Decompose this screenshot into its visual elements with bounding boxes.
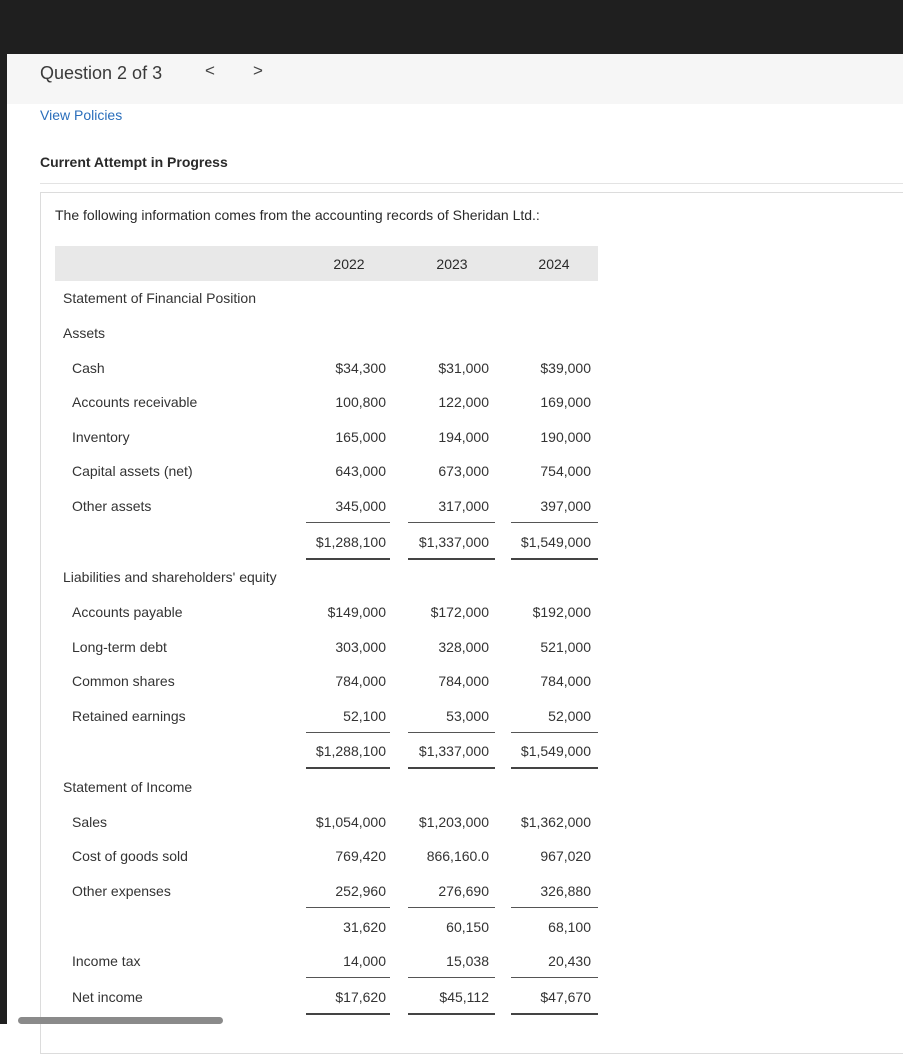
total-value: $1,549,000 — [520, 534, 591, 550]
cell-value: $31,000 — [438, 360, 489, 376]
cell-value: 521,000 — [540, 639, 591, 655]
cell-value: 784,000 — [438, 673, 489, 689]
previous-question-button[interactable]: < — [205, 61, 215, 80]
cell-value: 100,800 — [335, 394, 386, 410]
year-header: 2023 — [436, 256, 468, 272]
subtotal-rule — [511, 522, 598, 523]
section-heading: Liabilities and shareholders' equity — [63, 569, 277, 585]
cell-value: $1,054,000 — [315, 814, 386, 830]
row-label: Cash — [72, 360, 105, 376]
cell-value: 252,960 — [335, 883, 386, 899]
cell-value: 328,000 — [438, 639, 489, 655]
total-rule — [408, 558, 495, 560]
section-heading: Statement of Financial Position — [63, 290, 256, 306]
subtotal-rule — [511, 732, 598, 733]
row-label: Common shares — [72, 673, 175, 689]
total-rule — [306, 767, 390, 769]
cell-value: 643,000 — [335, 463, 386, 479]
cell-value: 53,000 — [446, 708, 489, 724]
row-label: Cost of goods sold — [72, 848, 188, 864]
subtotal-rule — [306, 732, 390, 733]
subtotal-value: 68,100 — [548, 919, 591, 935]
cell-value: 769,420 — [335, 848, 386, 864]
question-intro-text: The following information comes from the accounting records of Sheridan Ltd.: — [55, 207, 540, 223]
cell-value: 190,000 — [540, 429, 591, 445]
horizontal-scrollbar[interactable] — [18, 1017, 223, 1024]
year-header: 2022 — [333, 256, 365, 272]
divider — [40, 183, 903, 184]
total-value: $47,670 — [540, 989, 591, 1005]
row-label: Inventory — [72, 429, 130, 445]
cell-value: 326,880 — [540, 883, 591, 899]
cell-value: 194,000 — [438, 429, 489, 445]
cell-value: 673,000 — [438, 463, 489, 479]
left-edge-strip — [0, 54, 7, 1024]
total-rule — [306, 558, 390, 560]
subtotal-rule — [408, 732, 495, 733]
view-policies-link[interactable]: View Policies — [40, 107, 123, 123]
total-rule — [511, 767, 598, 769]
total-value: $17,620 — [335, 989, 386, 1005]
total-value: $1,288,100 — [315, 743, 386, 759]
total-rule — [408, 767, 495, 769]
total-rule — [511, 1013, 598, 1015]
section-heading: Assets — [63, 325, 106, 341]
section-heading: Statement of Income — [63, 779, 193, 795]
cell-value: 122,000 — [438, 394, 489, 410]
row-label: Net income — [72, 989, 143, 1005]
year-header: 2024 — [538, 256, 570, 272]
cell-value: 784,000 — [335, 673, 386, 689]
row-label: Accounts payable — [72, 604, 183, 620]
total-rule — [408, 1013, 495, 1015]
cell-value: 20,430 — [548, 953, 591, 969]
row-label: Other expenses — [72, 883, 171, 899]
subtotal-rule — [306, 522, 390, 523]
subtotal-rule — [511, 907, 598, 908]
cell-value: 317,000 — [438, 498, 489, 514]
cell-value: 14,000 — [343, 953, 386, 969]
cell-value: $39,000 — [540, 360, 591, 376]
next-question-button[interactable]: > — [253, 61, 263, 80]
total-value: $1,288,100 — [315, 534, 386, 550]
cell-value: 303,000 — [335, 639, 386, 655]
cell-value: 169,000 — [540, 394, 591, 410]
total-value: $1,549,000 — [520, 743, 591, 759]
row-label: Accounts receivable — [72, 394, 198, 410]
cell-value: $149,000 — [327, 604, 386, 620]
attempt-status: Current Attempt in Progress — [40, 154, 228, 170]
cell-value: 754,000 — [540, 463, 591, 479]
browser-top-bar — [0, 0, 903, 54]
cell-value: 276,690 — [438, 883, 489, 899]
subtotal-rule — [408, 522, 495, 523]
cell-value: 784,000 — [540, 673, 591, 689]
total-rule — [306, 1013, 390, 1015]
row-label: Long-term debt — [72, 639, 167, 655]
cell-value: 165,000 — [335, 429, 386, 445]
cell-value: 866,160.0 — [426, 848, 489, 864]
total-value: $45,112 — [439, 989, 489, 1005]
subtotal-value: 60,150 — [446, 919, 489, 935]
subtotal-rule — [408, 907, 495, 908]
cell-value: $172,000 — [430, 604, 489, 620]
subtotal-rule — [306, 977, 390, 978]
total-value: $1,337,000 — [418, 743, 489, 759]
subtotal-rule — [511, 977, 598, 978]
subtotal-value: 31,620 — [343, 919, 386, 935]
cell-value: 15,038 — [446, 953, 489, 969]
cell-value: $1,362,000 — [520, 814, 591, 830]
question-counter: Question 2 of 3 — [40, 63, 163, 83]
subtotal-rule — [408, 977, 495, 978]
row-label: Capital assets (net) — [72, 463, 193, 479]
total-value: $1,337,000 — [418, 534, 489, 550]
cell-value: 967,020 — [540, 848, 591, 864]
row-label: Retained earnings — [72, 708, 186, 724]
row-label: Income tax — [72, 953, 141, 969]
total-rule — [511, 558, 598, 560]
cell-value: 345,000 — [335, 498, 386, 514]
cell-value: $1,203,000 — [418, 814, 489, 830]
cell-value: 397,000 — [540, 498, 591, 514]
cell-value: 52,000 — [548, 708, 591, 724]
cell-value: $34,300 — [335, 360, 386, 376]
row-label: Sales — [72, 814, 108, 830]
subtotal-rule — [306, 907, 390, 908]
cell-value: 52,100 — [343, 708, 386, 724]
cell-value: $192,000 — [532, 604, 591, 620]
row-label: Other assets — [72, 498, 152, 514]
